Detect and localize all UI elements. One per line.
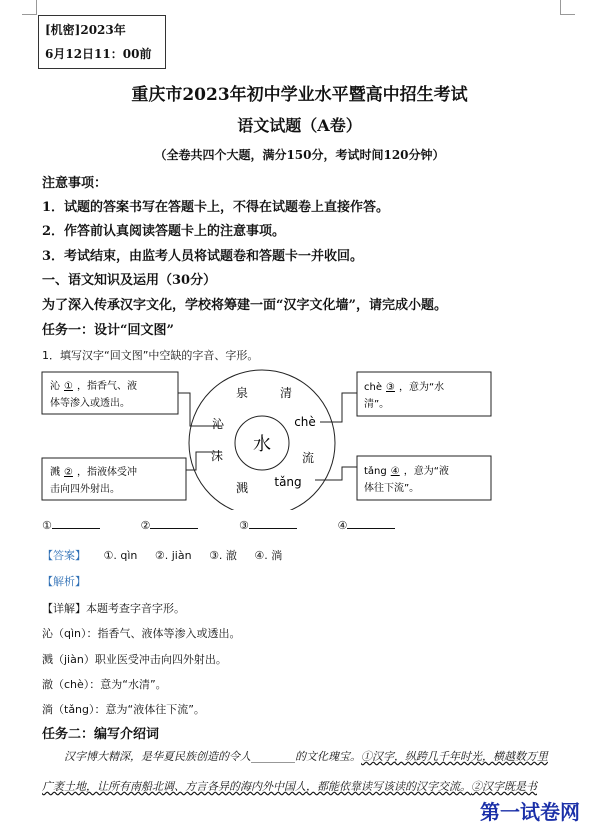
notice-item-3: 3．考试结束，由监考人员将试题卷和答题卡一并收回。 — [42, 249, 364, 264]
task2-heading: 任务二：编写介绍词 — [42, 727, 160, 742]
analysis-label: 【解析】 — [42, 575, 86, 588]
crop-mark-top-left — [22, 0, 37, 15]
answer-item-2: ②. jiàn — [154, 549, 192, 562]
answer-item-4: ④. 淌 — [254, 549, 283, 562]
passage-part-3: 广袤土地，让所有南船北调、方言各异的海内外中国人，都能依靠读写该读的汉字交流。 — [42, 780, 471, 793]
box-tl-line1: 沁 ① ，指香气、液 — [50, 381, 137, 392]
ring-char-5: tǎng — [274, 475, 302, 489]
box-tl-line2: 体等渗入或透出。 — [50, 398, 130, 409]
ring-char-7: 沫 — [210, 449, 224, 463]
passage — [42, 742, 567, 802]
box-bl-line1: 溅 ② ，指液体受冲 — [50, 467, 137, 478]
explanation-line-1: 【详解】本题考查字音字形。 — [42, 602, 185, 615]
ring-char-8: 沁 — [211, 417, 225, 431]
confidential-box — [38, 15, 166, 69]
blank-1: ① — [42, 519, 137, 532]
crop-mark-top-right — [560, 0, 575, 15]
answer-item-3: ③. 澈 — [209, 549, 237, 562]
explanation-line-2: 沁（qìn）：指香气、液体等渗入或透出。 — [42, 627, 241, 640]
question-1: 1．填写汉字“回文图”中空缺的字音、字形。 — [42, 349, 259, 362]
ring-char-1: 泉 — [235, 386, 249, 400]
answer-item-1: ①. qìn — [103, 549, 138, 562]
task1-heading: 任务一：设计“回文图” — [42, 323, 174, 338]
box-br-line2: 体往下流”。 — [364, 483, 420, 494]
ring-char-4: 流 — [301, 451, 315, 465]
exam-title: 重庆市2023年初中学业水平暨高中招生考试 — [131, 85, 468, 105]
explanation-line-5: 淌（tǎng）：意为“液体往下流”。 — [42, 703, 205, 716]
passage-part-2: ①汉字，纵跨几千年时光，横越数万里 — [361, 750, 548, 763]
blank-2: ② — [141, 519, 236, 532]
passage-part-4: ②汉字既是书 — [471, 780, 537, 793]
answer-blanks — [42, 519, 562, 532]
explanation-line-4: 澈（chè）：意为“水清”。 — [42, 678, 167, 691]
box-tr-line2: 清”。 — [364, 399, 390, 410]
section-heading: 一、语文知识及运用（30分） — [42, 273, 217, 288]
notice-item-2: 2．作答前认真阅读答题卡上的注意事项。 — [42, 224, 286, 239]
ring-char-6: 溅 — [235, 481, 249, 495]
connector-bottom-right — [315, 467, 357, 480]
box-bl-line2: 击向四外射出。 — [50, 484, 120, 495]
ring-char-2: 清 — [279, 386, 293, 400]
ring-char-3: chè — [294, 415, 316, 429]
center-char: 水 — [253, 434, 271, 455]
notice-item-1: 1．试题的答案书写在答题卡上，不得在试题卷上直接作答。 — [42, 200, 390, 215]
notice-heading: 注意事项： — [42, 176, 108, 191]
exam-note: （全卷共四个大题，满分150分，考试时间120分钟） — [154, 148, 445, 162]
confidential-line2: 6月12日11：00前 — [45, 47, 152, 61]
blank-3: ③ — [239, 519, 334, 532]
box-tr-line1: chè ③ ，意为“水 — [364, 382, 445, 393]
answer-label: 【答案】 — [42, 549, 86, 562]
exam-subtitle: 语文试题（A卷） — [237, 116, 362, 135]
passage-part-1: 汉字博大精深，是华夏民族创造的令人________的文化瑰宝。 — [64, 750, 361, 763]
site-watermark: 第一试卷网 — [480, 800, 580, 824]
intro-text: 为了深入传承汉字文化，学校将筹建一面“汉字文化墙”，请完成小题。 — [42, 298, 447, 313]
huiwen-diagram — [0, 360, 599, 510]
answer-row — [42, 547, 296, 563]
confidential-line1: [机密]2023年 — [45, 23, 126, 37]
blank-4: ④ — [338, 519, 433, 532]
box-br-line1: tǎng ④ ，意为“液 — [364, 466, 449, 477]
explanation-line-3: 溅（jiàn）职业医受冲击向四外射出。 — [42, 653, 227, 666]
